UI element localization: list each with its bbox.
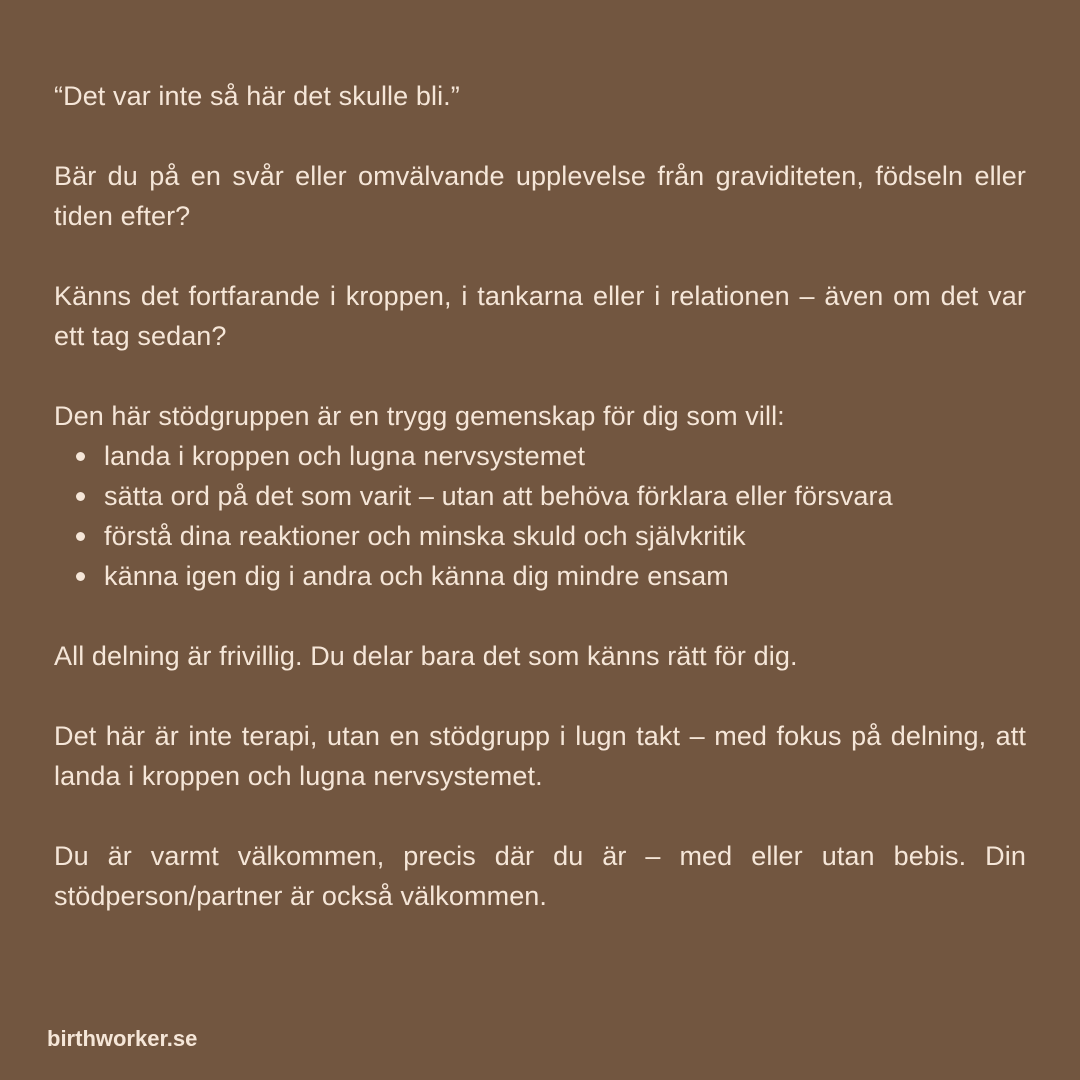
list-item: [54, 476, 1026, 516]
list-item: [54, 556, 1026, 596]
list-item: [54, 436, 1026, 476]
website-link[interactable]: birthworker.se: [47, 1026, 198, 1051]
spacer: [54, 796, 1026, 836]
bullet-dot-icon: [76, 572, 85, 581]
bullet-dot-icon: [76, 492, 85, 501]
list-item-text: känna igen dig i andra och känna dig mindre ensam: [104, 561, 729, 591]
post-body: [54, 76, 1026, 916]
list-item-text: landa i kroppen och lugna nervsystemet: [104, 441, 586, 471]
not-therapy-paragraph: Det här är inte terapi, utan en stödgrupp i lugn takt – med fokus på delning, att landa i kroppen och lugna nervsystemet.: [54, 721, 1026, 791]
bullet-dot-icon: [76, 452, 85, 461]
spacer: [54, 596, 1026, 636]
sharing-paragraph: All delning är frivillig. Du delar bara det som känns rätt för dig.: [54, 641, 798, 671]
benefits-list: [54, 436, 1026, 596]
intro-paragraph: Den här stödgruppen är en trygg gemenskap för dig som vill:: [54, 401, 785, 431]
spacer: [54, 116, 1026, 156]
spacer: [54, 356, 1026, 396]
list-item-text: förstå dina reaktioner och minska skuld och självkritik: [104, 521, 746, 551]
spacer: [54, 676, 1026, 716]
list-item-text: sätta ord på det som varit – utan att behöva förklara eller försvara: [104, 481, 893, 511]
feeling-paragraph: Känns det fortfarande i kroppen, i tankarna eller i relationen – även om det var ett tag sedan?: [54, 281, 1026, 351]
list-item: [54, 516, 1026, 556]
bullet-dot-icon: [76, 532, 85, 541]
opening-quote: “Det var inte så här det skulle bli.”: [54, 81, 460, 111]
spacer: [54, 236, 1026, 276]
experience-paragraph: Bär du på en svår eller omvälvande upplevelse från graviditeten, födseln eller tiden efter?: [54, 161, 1026, 231]
welcome-paragraph: Du är varmt välkommen, precis där du är – med eller utan bebis. Din stödperson/partner är också välkommen.: [54, 841, 1026, 911]
